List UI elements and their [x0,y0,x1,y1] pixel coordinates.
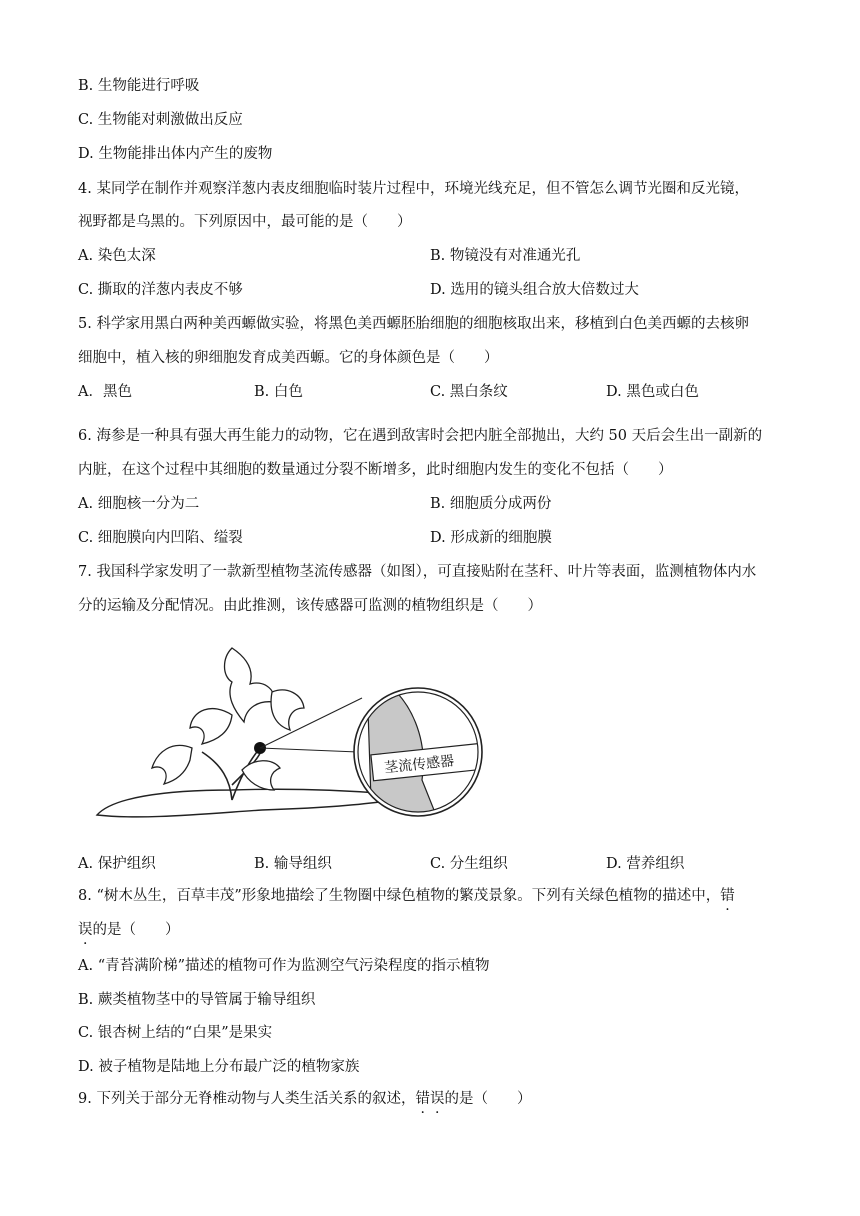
q7-option-c: C. 分生组织 [430,856,508,872]
q5-stem-line2: 细胞中，植入核的卵细胞发育成美西螈。它的身体颜色是（ ） [78,350,499,366]
q4-stem-line1: 4. 某同学在制作并观察洋葱内表皮细胞临时装片过程中，环境光线充足，但不管怎么调节光圈和反光镜， [78,181,749,197]
q8-stem-line2: 误的是（ ） [78,922,180,938]
q7-option-b: B. 输导组织 [254,856,332,872]
q5-option-a: A．黑色 [78,384,132,400]
q5-option-b: B. 白色 [254,384,303,400]
q6-stem-line2: 内脏，在这个过程中其细胞的数量通过分裂不断增多，此时细胞内发生的变化不包括（ ） [78,462,673,478]
leaf-left [152,745,192,784]
q4-stem-line2: 视野都是乌黑的。下列原因中，最可能的是（ ） [78,214,412,230]
q3-option-c: C. 生物能对刺激做出反应 [78,112,243,128]
q7-stem-line1: 7. 我国科学家发明了一款新型植物茎流传感器（如图），可直接贴附在茎秆、叶片等表面，监测植物体内水 [78,564,757,580]
q4-option-a: A. 染色太深 [78,248,156,264]
q5-option-d: D. 黑色或白色 [606,384,699,400]
q6-stem-line1: 6. 海参是一种具有强大再生能力的动物，它在遇到敌害时会把内脏全部抛出，大约 50 天后会生出一副新的 [78,428,763,444]
q8-option-d: D. 被子植物是陆地上分布最广泛的植物家族 [78,1059,360,1075]
q6-option-a: A. 细胞核一分为二 [78,496,200,512]
q9-emphasis-cuo: 错 [415,1091,430,1107]
q8-option-b: B. 蕨类植物茎中的导管属于输导组织 [78,992,316,1008]
q4-option-d: D. 选用的镜头组合放大倍数过大 [430,282,639,298]
q9-emphasis-wu: 误 [429,1091,445,1107]
q6-option-d: D. 形成新的细胞膜 [430,530,552,546]
sensor-label: 茎流传感器 [383,753,455,777]
leaf-right [271,690,304,730]
q8-stem-line1: 8. “树木丛生，百草丰茂”形象地描绘了生物圈中绿色植物的繁茂景象。下列有关绿色植物的描述中，错 [78,888,735,904]
q4-option-c: C. 撕取的洋葱内表皮不够 [78,282,243,298]
q9-stem: 9. 下列关于部分无脊椎动物与人类生活关系的叙述，错误的是（ ） [78,1091,532,1107]
q3-option-b: B. 生物能进行呼吸 [78,78,200,94]
q8-emphasis-cuo: 错 [720,888,735,904]
q5-option-c: C. 黑白条纹 [430,384,508,400]
q4-option-b: B. 物镜没有对准通光孔 [430,248,581,264]
q7-option-a: A. 保护组织 [78,856,156,872]
q8-emphasis-wu: 误 [78,922,93,938]
leaf-upper-left [190,709,232,744]
leaf-top [225,648,275,722]
ground-outline [97,789,412,817]
leaf-lower-right [242,761,280,790]
q7-option-d: D. 营养组织 [606,856,685,872]
q3-option-d: D. 生物能排出体内产生的废物 [78,146,273,162]
q7-stem-line2: 分的运输及分配情况。由此推测，该传感器可监测的植物组织是（ ） [78,598,542,614]
q6-option-c: C. 细胞膜向内凹陷、缢裂 [78,530,243,546]
plant-sensor-figure [82,640,502,840]
q6-option-b: B. 细胞质分成两份 [430,496,552,512]
q8-option-c: C. 银杏树上结的“白果”是果实 [78,1025,273,1041]
q8-option-a: A. “青苔满阶梯”描述的植物可作为监测空气污染程度的指示植物 [78,958,490,974]
q5-stem-line1: 5. 科学家用黑白两种美西螈做实验，将黑色美西螈胚胎细胞的细胞核取出来，移植到白色美西螈的去核卵 [78,316,749,332]
